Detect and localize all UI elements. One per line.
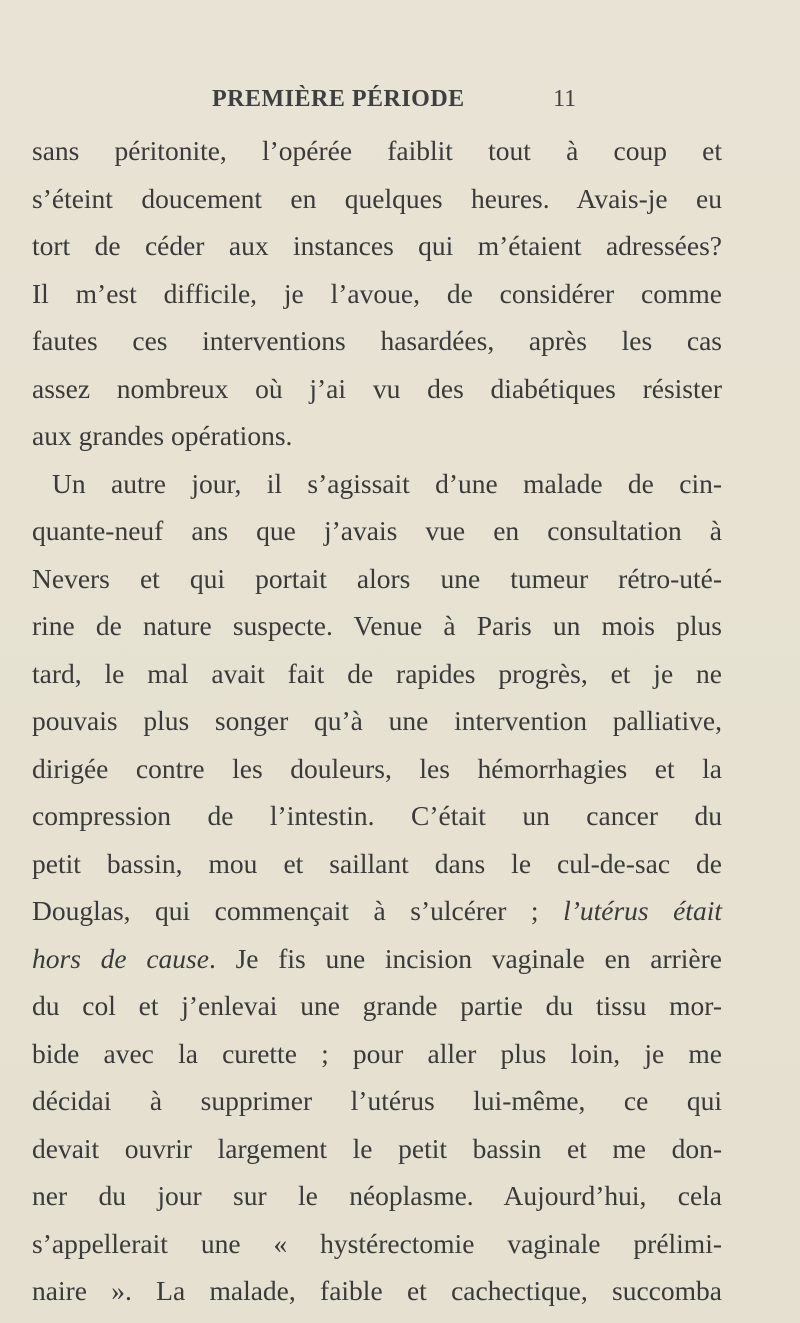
text-line: compression de l’intestin. C’était un cancer du — [32, 800, 722, 831]
text-line: tort de céder aux instances qui m’étaient adressées? — [32, 230, 722, 261]
text-line: petit bassin, mou et saillant dans le cul-de-sac de — [32, 847, 722, 879]
text-line: s’éteint doucement en quelques heures. Avais-je eu — [32, 182, 722, 214]
text-line: fautes ces interventions hasardées, après les cas — [32, 325, 722, 356]
text-line: décidai à supprimer l’utérus lui-même, ce qui — [32, 1085, 722, 1116]
text-line: naire ». La malade, faible et cachectique, succomba — [32, 1275, 722, 1306]
text-line: ner du jour sur le néoplasme. Aujourd’hui, cela — [32, 1180, 722, 1211]
text-line: rine de nature suspecte. Venue à Paris un mois plus — [32, 610, 722, 641]
body-text — [32, 127, 722, 1315]
text-line: dirigée contre les douleurs, les hémorrhagies et la — [32, 752, 722, 784]
running-head — [0, 86, 800, 120]
text-segment: . Je fis une incision vaginale en arrière — [208, 942, 722, 974]
text-line: assez nombreux où j’ai vu des diabétiques résister — [32, 372, 722, 404]
text-line: bide avec la curette ; pour aller plus loin, je me — [32, 1037, 722, 1069]
running-title: PREMIÈRE PÉRIODE — [212, 86, 465, 112]
text-segment: Douglas, qui commençait à s’ulcérer ; — [32, 895, 564, 926]
text-line-mixed — [32, 935, 722, 983]
text-line: s’appellerait une « hystérectomie vaginale prélimi- — [32, 1227, 722, 1259]
text-line: tard, le mal avait fait de rapides progrès, et je ne — [32, 657, 722, 689]
text-line: Un autre jour, il s’agissait d’une malade de cin- — [52, 467, 722, 499]
text-line: du col et j’enlevai une grande partie du tissu mor- — [32, 990, 722, 1021]
page-number: 11 — [553, 86, 577, 112]
text-line-mixed — [32, 887, 722, 935]
italic-segment: hors de cause — [32, 942, 209, 974]
text-line: Nevers et qui portait alors une tumeur rétro-uté- — [32, 562, 722, 594]
text-line: devait ouvrir largement le petit bassin et me don- — [32, 1132, 722, 1164]
text-line: quante-neuf ans que j’avais vue en consultation à — [32, 515, 722, 546]
text-line: pouvais plus songer qu’à une intervention palliative, — [32, 705, 722, 736]
italic-segment: l’utérus était — [563, 895, 722, 926]
text-line: aux grandes opérations. — [32, 420, 293, 451]
text-line: Il m’est difficile, je l’avoue, de considérer comme — [32, 277, 722, 309]
text-line: sans péritonite, l’opérée faiblit tout à coup et — [32, 135, 722, 166]
